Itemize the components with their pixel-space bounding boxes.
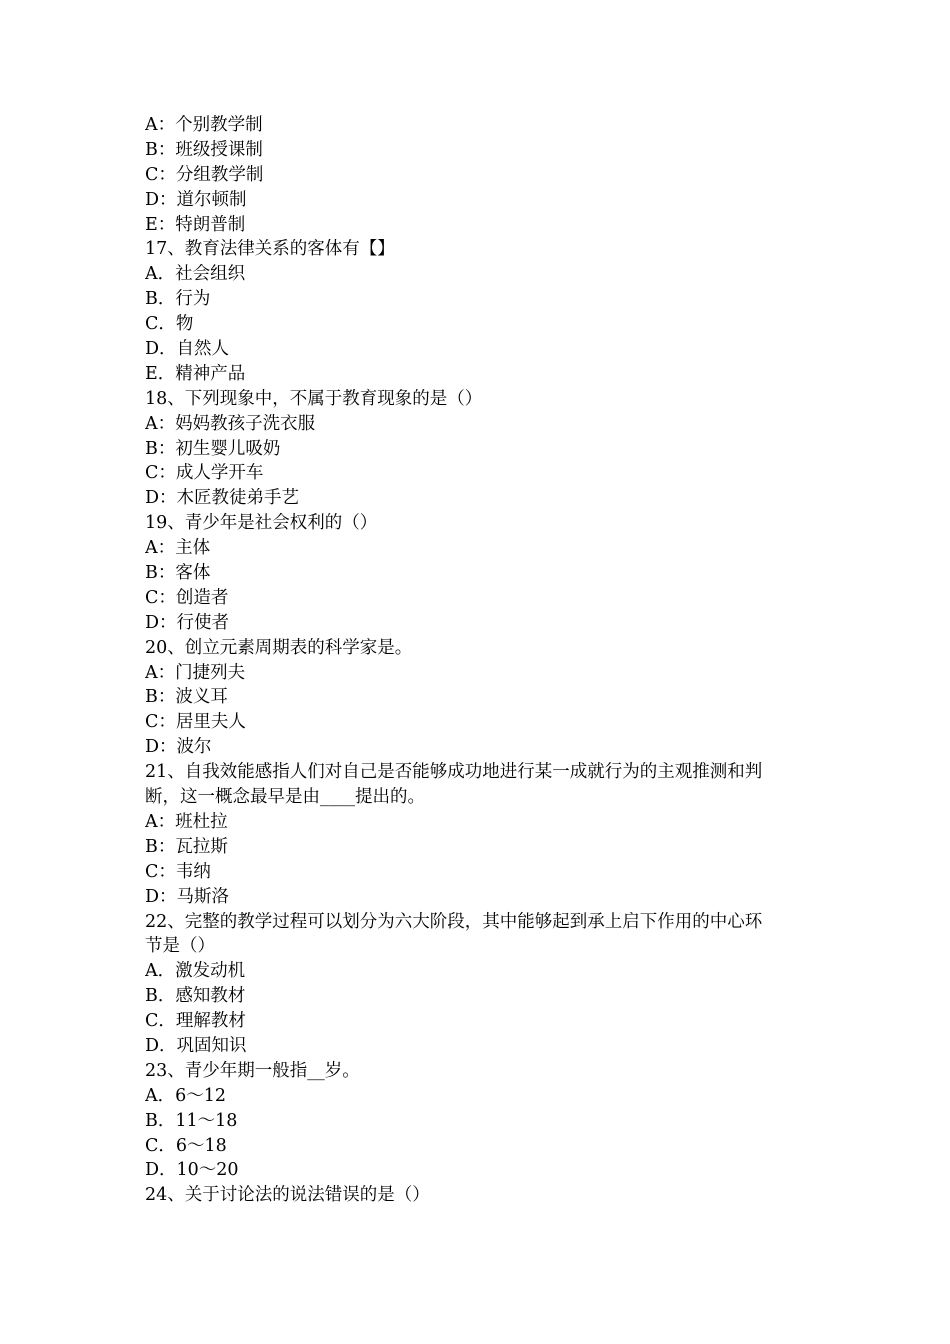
text-line: A：门捷列夫 xyxy=(145,662,246,683)
text-line: A：主体 xyxy=(145,538,211,559)
text-line: C：成人学开车 xyxy=(145,463,264,484)
question-19: 19、青少年是社会权利的（） xyxy=(145,513,378,534)
text-line: C：分组教学制 xyxy=(145,164,264,185)
text-line: A：个别教学制 xyxy=(145,115,263,135)
text-line: D：马斯洛 xyxy=(145,886,230,907)
text-line: E：特朗普制 xyxy=(145,214,246,235)
text-line: E．精神产品 xyxy=(145,363,246,384)
question-20: 20、创立元素周期表的科学家是。 xyxy=(145,637,413,658)
text-line: A．社会组织 xyxy=(145,264,246,285)
text-line: D：行使者 xyxy=(145,612,230,633)
text-line: A：班杜拉 xyxy=(145,811,228,832)
text-line: B．感知教材 xyxy=(145,986,246,1007)
question-23: 23、青少年期一般指__岁。 xyxy=(145,1060,360,1081)
text-line: B：班级授课制 xyxy=(145,139,263,160)
text-line: C．6～18 xyxy=(145,1135,227,1156)
text-line: D．自然人 xyxy=(145,339,230,360)
text-line: B：瓦拉斯 xyxy=(145,836,228,857)
text-line: B：客体 xyxy=(145,563,211,584)
document-page xyxy=(145,113,815,1208)
text-line: D．巩固知识 xyxy=(145,1035,247,1056)
text-line: A．激发动机 xyxy=(145,961,246,982)
text-line: C：创造者 xyxy=(145,587,229,608)
question-24: 24、关于讨论法的说法错误的是（） xyxy=(145,1185,430,1206)
text-line: B：初生婴儿吸奶 xyxy=(145,438,281,459)
text-line: D．10～20 xyxy=(145,1160,239,1181)
question-22-continued: 节是（） xyxy=(145,936,215,957)
question-17: 17、教育法律关系的客体有【】 xyxy=(145,239,395,260)
text-line: D：道尔顿制 xyxy=(145,189,247,210)
text-line: D：波尔 xyxy=(145,737,212,758)
question-22: 22、完整的教学过程可以划分为六大阶段，其中能够起到承上启下作用的中心环 xyxy=(145,911,763,932)
text-line: A．6～12 xyxy=(145,1085,227,1106)
text-line: B：波义耳 xyxy=(145,687,228,708)
text-line: D：木匠教徒弟手艺 xyxy=(145,488,300,509)
text-line: C：居里夫人 xyxy=(145,712,246,733)
question-21-continued: 断，这一概念最早是由____提出的。 xyxy=(145,787,425,808)
question-21: 21、自我效能感指人们对自己是否能够成功地进行某一成就行为的主观推测和判 xyxy=(145,762,763,783)
text-line: C：韦纳 xyxy=(145,861,211,882)
text-line: B．11～18 xyxy=(145,1110,238,1131)
text-line: C．物 xyxy=(145,314,194,335)
text-line: A：妈妈教孩子洗衣服 xyxy=(145,413,316,434)
text-line: C．理解教材 xyxy=(145,1011,246,1032)
question-18: 18、下列现象中，不属于教育现象的是（） xyxy=(145,388,483,409)
text-line: B．行为 xyxy=(145,289,211,310)
